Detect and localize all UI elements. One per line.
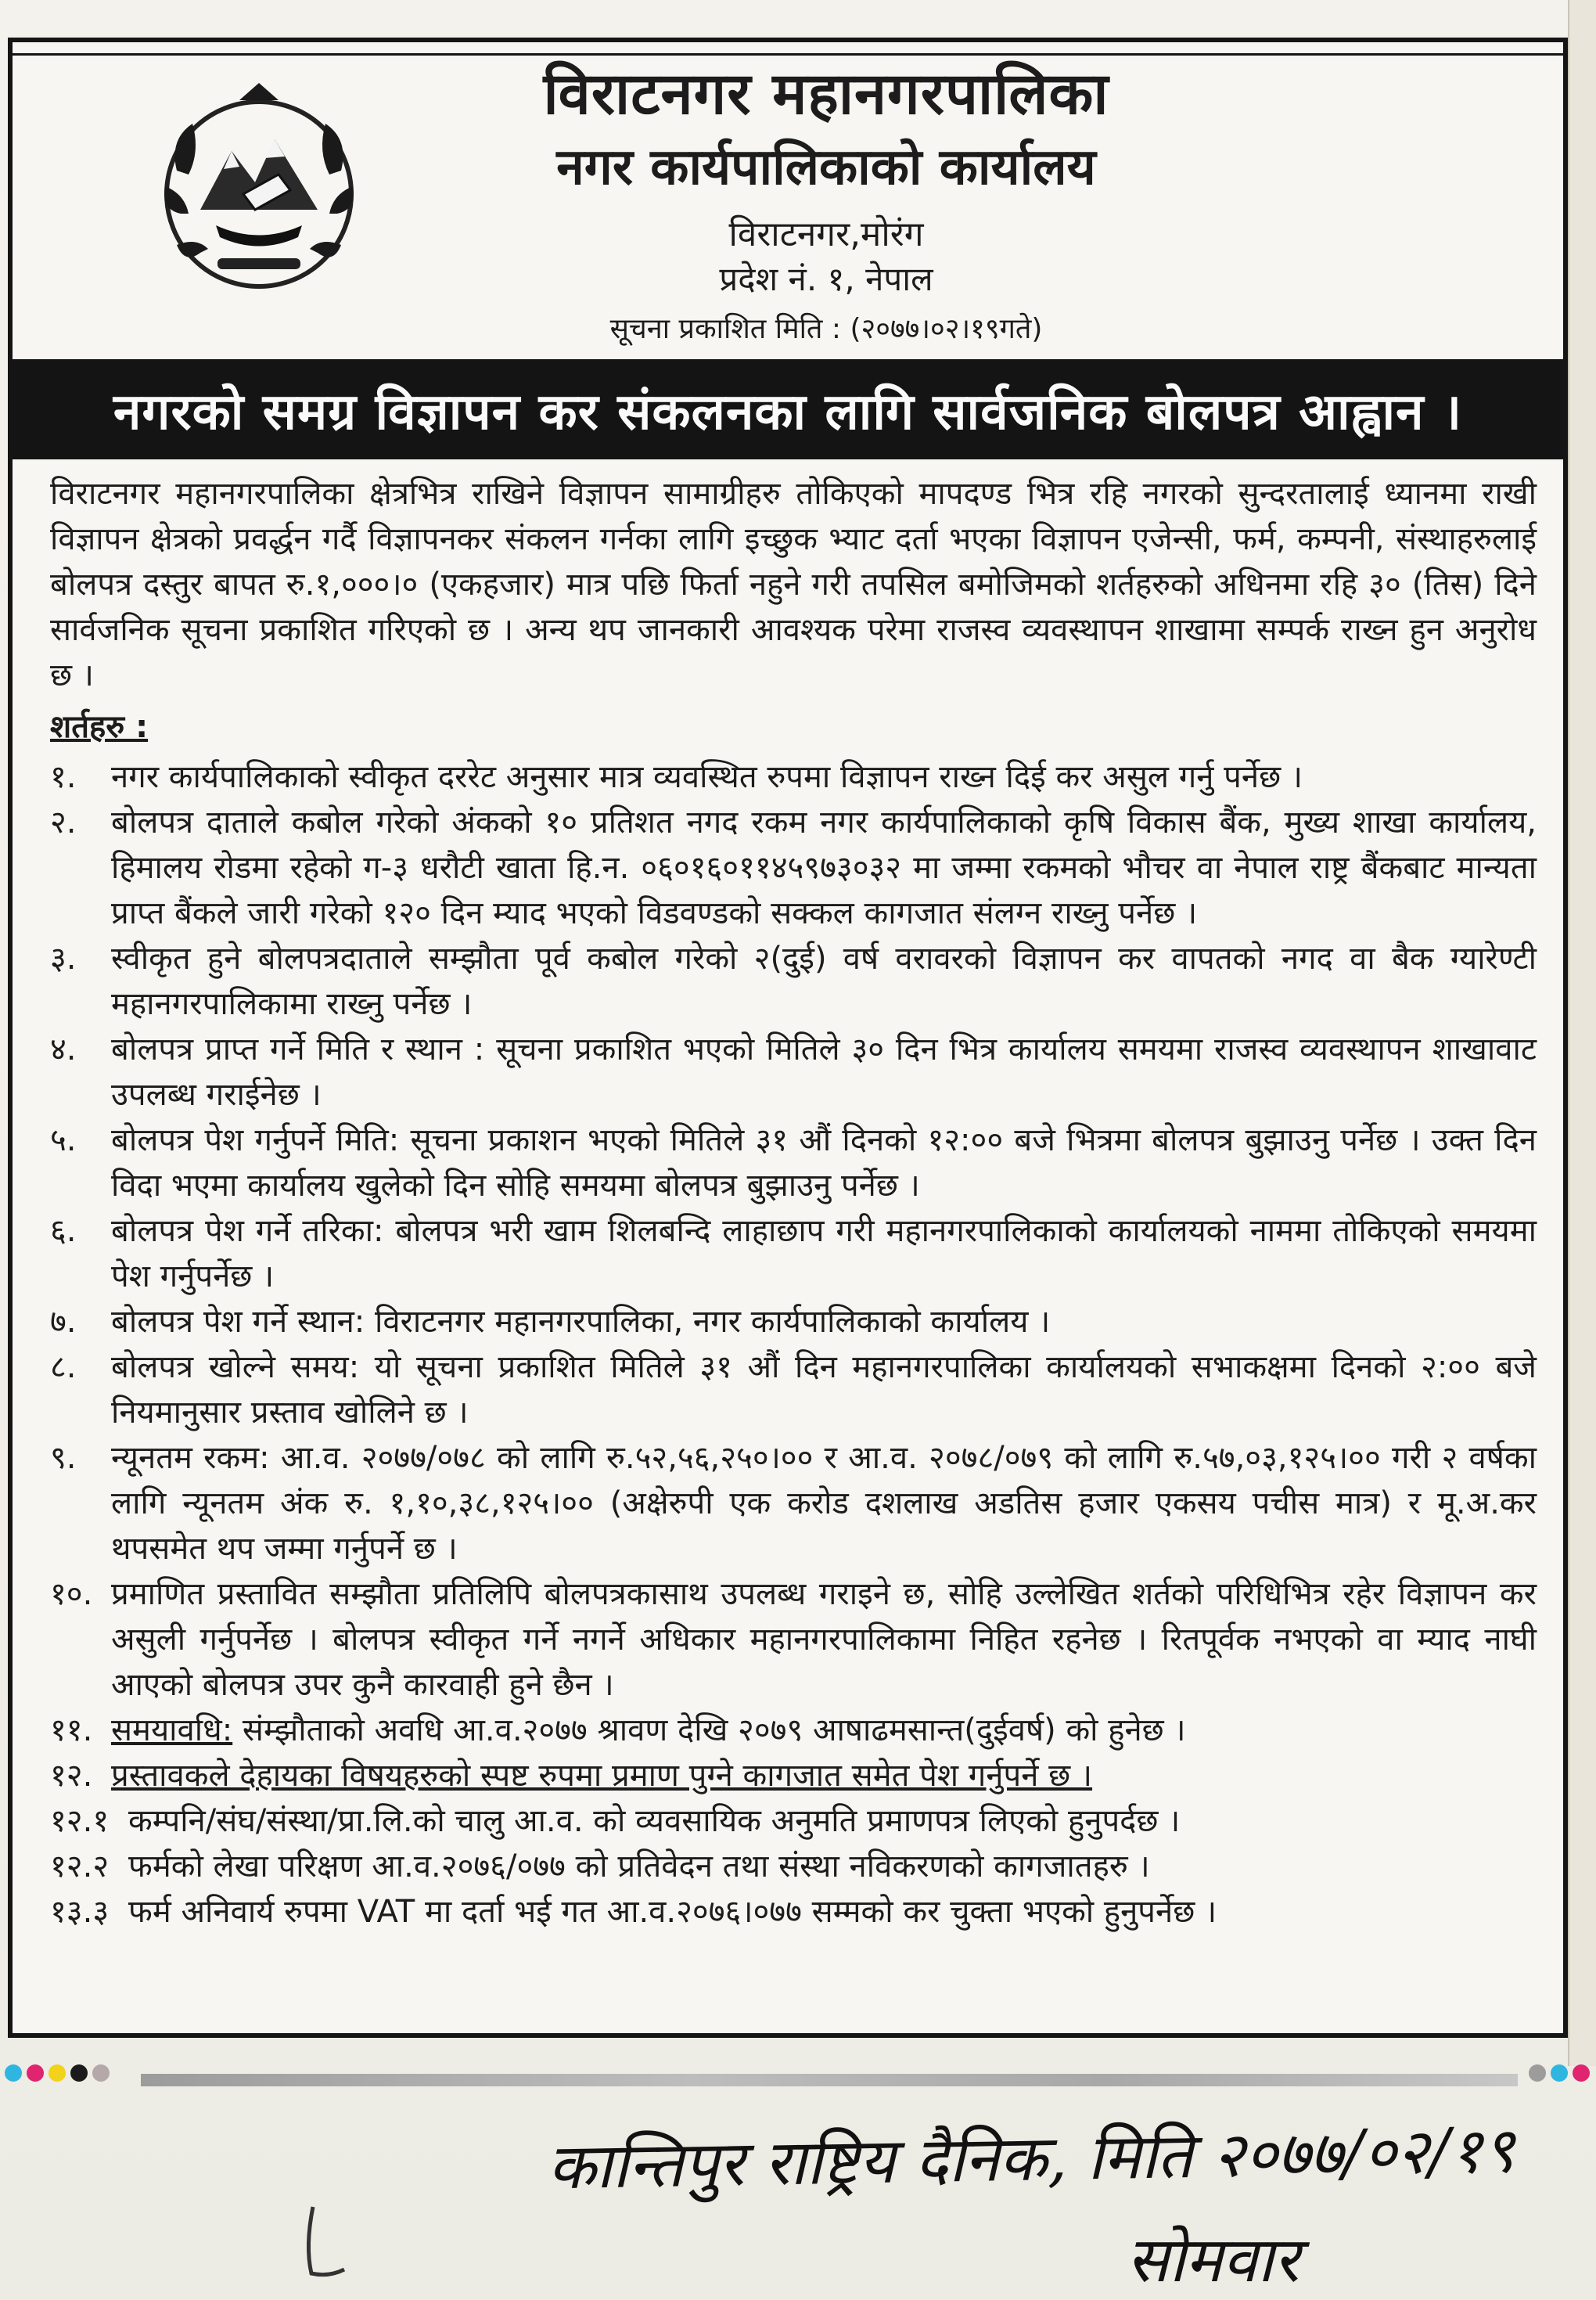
gray-dot — [92, 2064, 110, 2082]
handwritten-day: सोमवार — [1127, 2223, 1299, 2296]
term-item — [50, 936, 1537, 1027]
term-number: १३.३ — [50, 1894, 110, 1930]
term-text: फर्मको लेखा परिक्षण आ.व.२०७६/०७७ को प्रतिवेदन तथा संस्था नविकरणको कागजातहरु । — [128, 1848, 1150, 1884]
conditions-heading: शर्तहरु : — [50, 709, 149, 745]
term-number: ५. — [50, 1122, 77, 1158]
term-text: बोलपत्र पेश गर्नुपर्ने मिति: सूचना प्रकाशन भएको मितिले ३१ औं दिनको १२:०० बजे भित्रमा बोलपत्र बुझाउनु पर्नेछ । उक्त दिन विदा भएमा कार्यालय खुलेको दिन सोहि समयमा बोलपत्र बुझाउनु पर्नेछ । — [111, 1122, 1537, 1204]
gray-dot — [1529, 2064, 1546, 2082]
term-text: प्रस्तावकले देहायका विषयहरुको स्पष्ट रुपमा प्रमाण पुग्ने कागजात समेत पेश गर्नुपर्ने छ । — [111, 1758, 1093, 1794]
term-number: १२.१ — [50, 1803, 110, 1839]
term-label: समयावधि: — [111, 1712, 233, 1748]
term-item — [50, 1571, 1537, 1708]
term-number: ४. — [50, 1031, 77, 1067]
term-item — [50, 1344, 1537, 1435]
term-number: ६. — [50, 1213, 77, 1249]
term-number: १०. — [50, 1576, 93, 1612]
color-registration-dots-right — [1529, 2064, 1590, 2082]
term-number: १. — [50, 759, 77, 795]
term-item — [50, 1027, 1537, 1118]
print-registration-strip — [0, 2064, 1596, 2088]
term-text: प्रमाणित प्रस्तावित सम्झौता प्रतिलिपि बोलपत्रकासाथ उपलब्ध गराइने छ, सोहि उल्लेखित शर्तको परिधिभित्र रहेर विज्ञापन कर असुली गर्नुपर्नेछ । बोलपत्र स्वीकृत गर्ने नगर्ने अधिकार महानगरपालिकामा निहित रहनेछ । रितपूर्वक नभएको वा म्याद नाघी आएको बोलपत्र उपर कुनै कारवाही हुने छैन । — [111, 1576, 1537, 1703]
subterm-item — [50, 1844, 1537, 1889]
term-text: कम्पनि/संघ/संस्था/प्रा.लि.को चालु आ.व. को व्यवसायिक अनुमति प्रमाणपत्र लिएको हुनुपर्दछ । — [128, 1803, 1181, 1839]
notice-title: नगरको समग्र विज्ञापन कर संकलनका लागि सार्वजनिक बोलपत्र आह्वान । — [113, 383, 1463, 441]
notice-title-bar — [13, 359, 1563, 459]
term-number: १२.२ — [50, 1848, 110, 1884]
terms-list — [50, 754, 1537, 1708]
term-text: नगर कार्यपालिकाको स्वीकृत दररेट अनुसार मात्र व्यवस्थित रुपमा विज्ञापन राख्न दिई कर असुल गर्नु पर्नेछ । — [111, 759, 1303, 795]
black-dot — [70, 2064, 88, 2082]
publication-date: सूचना प्रकाशित मिति : (२०७७।०२।१९गते) — [609, 312, 1043, 345]
nepal-emblem-icon — [146, 77, 372, 304]
term-text: न्यूनतम रकम: आ.व. २०७७/०७८ को लागि रु.५२,५६,२५०।०० र आ.व. २०७८/०७९ को लागि रु.५७,०३,१२५।०० गरी २ वर्षका लागि न्यूनतम अंक रु. १,१०,३८,१२५।०० (अक्षेरुपी एक करोड दशलाख अडतिस हजार एकसय पचीस मात्र) र मू.अ.कर थपसमेत थप जम्मा गर्नुपर्ने छ । — [111, 1440, 1537, 1567]
adjacent-page-edge — [1568, 0, 1596, 2066]
term-number: ८. — [50, 1349, 77, 1385]
term-number: १२. — [50, 1758, 93, 1794]
term-text: बोलपत्र खोल्ने समय: यो सूचना प्रकाशित मितिले ३१ औं दिन महानगरपालिका कार्यालयको सभाकक्षमा दिनको २:०० बजे नियमानुसार प्रस्ताव खोलिने छ । — [111, 1349, 1537, 1431]
term-text: बोलपत्र पेश गर्ने तरिका: बोलपत्र भरी खाम शिलबन्दि लाहाछाप गरी महानगरपालिकाको कार्यालयको नाममा तोकिएको समयमा पेश गर्नुपर्नेछ । — [111, 1213, 1537, 1294]
office-name: नगर कार्यपालिकाको कार्यालय — [556, 138, 1096, 196]
term-item — [50, 754, 1537, 800]
term-item — [50, 800, 1537, 936]
frame-top-line — [13, 53, 1563, 56]
intro-paragraph: विराटनगर महानगरपालिका क्षेत्रभित्र राखिने विज्ञापन सामाग्रीहरु तोकिएको मापदण्ड भित्र रहि नगरको सुन्दरतालाई ध्यानमा राखी विज्ञापन क्षेत्रको प्रवर्द्धन गर्दै विज्ञापनकर संकलन गर्नका लागि इच्छुक भ्याट दर्ता भएका विज्ञापन एजेन्सी, फर्म, कम्पनी, संस्थाहरुलाई बोलपत्र दस्तुर बापत रु.१,०००।० (एकहजार) मात्र पछि फिर्ता नहुने गरी तपसिल बमोजिमको शर्तहरुको अधिनमा रहि ३० (तिस) दिने सार्वजनिक सूचना प्रकाशित गरिएको छ । अन्य थप जानकारी आवश्यक परेमा राजस्व व्यवस्थापन शाखामा सम्पर्क राख्न हुन अनुरोध छ । — [50, 476, 1537, 693]
tender-notice — [8, 38, 1568, 2038]
magenta-dot — [1573, 2064, 1590, 2082]
office-address: विराटनगर,मोरंग — [728, 214, 924, 254]
notice-body — [50, 471, 1537, 1935]
term-item — [50, 1753, 1537, 1798]
term-text: स्वीकृत हुने बोलपत्रदाताले सम्झौता पूर्व कबोल गरेको २(दुई) वर्ष वरावरको विज्ञापन कर वापतको नगद वा बैक ग्यारेण्टी महानगरपालिकामा राख्नु पर्नेछ । — [111, 941, 1537, 1022]
org-name: विराटनगर महानगरपालिका — [543, 60, 1109, 128]
handwritten-source-note: कान्तिपुर राष्ट्रिय दैनिक, मिति २०७७/०२/१९ — [547, 2113, 1516, 2204]
subterm-item — [50, 1798, 1537, 1844]
term-text: फर्म अनिवार्य रुपमा VAT मा दर्ता भई गत आ.व.२०७६।०७७ सम्मको कर चुक्ता भएको हुनुपर्नेछ । — [128, 1894, 1217, 1930]
pen-mark-icon — [297, 2199, 352, 2285]
term-item — [50, 1708, 1537, 1753]
subterm-item — [50, 1889, 1537, 1935]
term-item — [50, 1435, 1537, 1571]
term-text: बोलपत्र दाताले कबोल गरेको अंकको १० प्रतिशत नगद रकम नगर कार्यपालिकाको कृषि विकास बैंक, मुख्य शाखा कार्यालय, हिमालय रोडमा रहेको ग-३ धरौटी खाता हि.न. ०६०१६०११४५९७३०३२ मा जम्मा रकमको भौचर वा नेपाल राष्ट्र बैंकबाट मान्यता प्राप्त बैंकले जारी गरेको १२० दिन म्याद भएको विडवण्डको सक्कल कागजात संलग्न राख्नु पर्नेछ । — [111, 804, 1537, 931]
term-number: ७. — [50, 1304, 77, 1340]
term-number: ९. — [50, 1440, 77, 1476]
term-number: २. — [50, 804, 77, 840]
term-item — [50, 1118, 1537, 1208]
term-text: बोलपत्र प्राप्त गर्ने मिति र स्थान : सूचना प्रकाशित भएको मितिले ३० दिन भित्र कार्यालय समयमा राजस्व व्यवस्थापन शाखावाट उपलब्ध गराईनेछ । — [111, 1031, 1537, 1113]
subterms-list — [50, 1798, 1537, 1935]
cyan-dot — [1551, 2064, 1568, 2082]
term-number: ३. — [50, 941, 77, 977]
province-line: प्रदेश नं. १, नेपाल — [719, 260, 933, 299]
color-registration-dots — [5, 2064, 110, 2082]
term-item — [50, 1299, 1537, 1344]
term-text — [111, 1708, 1537, 1753]
term-detail: संम्झौताको अवधि आ.व.२०७७ श्रावण देखि २०७९ आषाढमसान्त(दुईवर्ष) को हुनेछ । — [232, 1712, 1186, 1748]
term-text: बोलपत्र पेश गर्ने स्थान: विराटनगर महानगरपालिका, नगर कार्यपालिकाको कार्यालय । — [111, 1304, 1051, 1340]
letterhead — [357, 58, 1296, 349]
magenta-dot — [27, 2064, 44, 2082]
term-item — [50, 1208, 1537, 1299]
term-number: ११. — [50, 1712, 93, 1748]
yellow-dot — [49, 2064, 66, 2082]
gray-scale-bar — [141, 2074, 1518, 2086]
cyan-dot — [5, 2064, 22, 2082]
